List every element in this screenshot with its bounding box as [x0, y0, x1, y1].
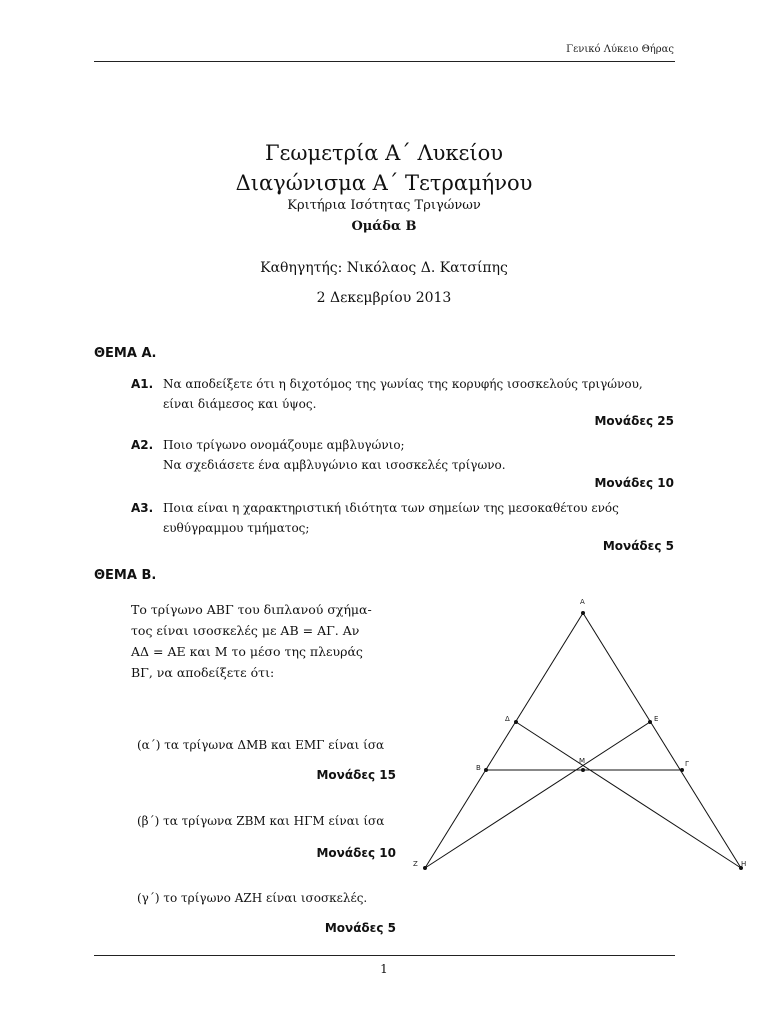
triangle-figure [408, 590, 758, 935]
subquestion: (α΄) τα τρίγωνα ΔΜΒ και ΕΜΓ είναι ίσα [137, 738, 385, 752]
line-az [425, 613, 586, 868]
point-z [423, 866, 427, 870]
question-text: είναι διάμεσος και ύψος. [163, 397, 317, 411]
point-a [581, 611, 585, 615]
label-h: H [741, 860, 747, 868]
question-label: A1. [131, 377, 154, 391]
label-e: E [654, 715, 659, 723]
exam-date: 2 Δεκεμβρίου 2013 [316, 290, 452, 306]
point-d [514, 720, 518, 724]
label-b: B [476, 764, 481, 772]
marks: Μονάδες 5 [602, 539, 674, 553]
question-text: Να αποδείξετε ότι η διχοτόμος της γωνίας της κορυφής ισοσκελούς τριγώνου, [163, 377, 643, 391]
marks: Μονάδες 25 [594, 414, 674, 428]
problem-line: ΑΔ = ΑΕ και Μ το μέσο της πλευράς [131, 644, 363, 659]
group-label: Ομάδα Β [351, 219, 417, 234]
header-school: Γενικό Λύκειο Θήρας [566, 44, 674, 55]
question-label: A2. [131, 438, 154, 452]
teacher-name: Καθηγητής: Νικόλαος Δ. Κατσίπης [260, 260, 508, 276]
subquestion: (β΄) τα τρίγωνα ΖΒΜ και ΗΓΜ είναι ίσα [137, 814, 385, 828]
topic: Κριτήρια Ισότητας Τριγώνων [287, 198, 481, 213]
line-dh [516, 722, 741, 868]
question-label: A3. [131, 501, 154, 515]
header-rule [94, 61, 675, 62]
label-d: Δ [505, 715, 510, 723]
subquestion: (γ΄) το τρίγωνο ΑΖΗ είναι ισοσκελές. [137, 891, 368, 905]
point-b [484, 768, 488, 772]
point-e [648, 720, 652, 724]
problem-line: ΒΓ, να αποδείξετε ότι: [131, 665, 275, 680]
label-m: M [579, 757, 586, 765]
question-text: Ποιο τρίγωνο ονομάζουμε αμβλυγώνιο; [163, 438, 405, 452]
label-g: Γ [685, 760, 689, 768]
label-a: A [580, 598, 585, 606]
page-subtitle: Διαγώνισμα Α΄ Τετραμήνου [235, 171, 533, 195]
point-m [581, 768, 585, 772]
label-z: Z [413, 860, 418, 868]
theme-b-heading: ΘΕΜΑ Β. [94, 568, 157, 583]
problem-statement [131, 599, 399, 683]
marks: Μονάδες 10 [594, 476, 674, 490]
line-ez [425, 722, 650, 868]
marks: Μονάδες 10 [316, 846, 396, 860]
theme-a-heading: ΘΕΜΑ Α. [94, 346, 157, 361]
line-ah [583, 613, 741, 868]
marks: Μονάδες 15 [316, 768, 396, 782]
question-text: Ποια είναι η χαρακτηριστική ιδιότητα των σημείων της μεσοκαθέτου ενός [163, 501, 619, 515]
problem-line: τος είναι ισοσκελές με ΑΒ = ΑΓ. Αν [131, 623, 360, 638]
marks: Μονάδες 5 [324, 921, 396, 935]
question-text: ευθύγραμμου τμήματος; [163, 521, 310, 535]
question-text: Να σχεδιάσετε ένα αμβλυγώνιο και ισοσκελές τρίγωνο. [163, 458, 506, 472]
page-number: 1 [380, 962, 388, 976]
footer-rule [94, 955, 675, 956]
problem-line: Το τρίγωνο ΑΒΓ του διπλανού σχήμα- [131, 602, 372, 617]
page-title: Γεωμετρία Α΄ Λυκείου [264, 141, 504, 165]
point-g [680, 768, 684, 772]
